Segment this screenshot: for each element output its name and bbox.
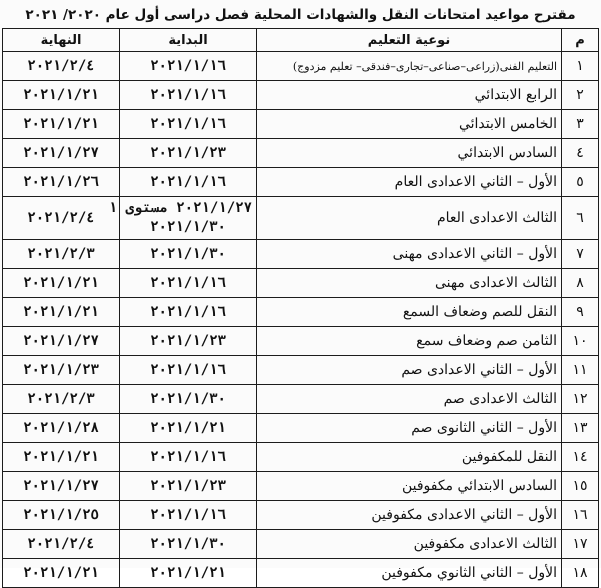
education-type: الأول – الثاني الثانوي مكفوفين [257, 559, 562, 588]
start-date: ٢٠٢١/١/١٦ [120, 52, 257, 81]
row-number: ٤ [562, 139, 599, 168]
row-number: ٣ [562, 110, 599, 139]
start-date: ٢٠٢١/١/١٦ [120, 110, 257, 139]
start-date: ٢٠٢١/١/٢١ [120, 559, 257, 588]
row-number: ٨ [562, 269, 599, 298]
row-number: ١٢ [562, 385, 599, 414]
table-header-row [3, 29, 599, 52]
education-type: الثالث الاعدادى العام [257, 197, 562, 240]
header-education-type: نوعية التعليم [257, 29, 562, 52]
end-date: ٢٠٢١/١/٢٨ [3, 414, 120, 443]
exam-schedule-table [2, 28, 599, 588]
row-number: ١١ [562, 356, 599, 385]
education-type: السادس الابتدائي مكفوفين [257, 472, 562, 501]
end-date: ٢٠٢١/١/٢٦ [3, 168, 120, 197]
table-row [3, 298, 599, 327]
education-type: الأول – الثاني الاعدادى مكفوفين [257, 501, 562, 530]
table-row [3, 385, 599, 414]
page-title: مقترح مواعيد امتحانات النقل والشهادات المحلية فصل دراسى أول عام ٢٠٢٠/ ٢٠٢١ [25, 7, 576, 23]
header-end: النهاية [3, 29, 120, 52]
start-date: ٢٠٢١/١/١٦ [120, 443, 257, 472]
end-date: ٢٠٢١/١/٢٧ [3, 327, 120, 356]
end-date: ٢٠٢١/٢/٣ [3, 240, 120, 269]
start-date: ٢٠٢١/١/٢١ [120, 414, 257, 443]
end-date: ٢٠٢١/١/٢١ [3, 81, 120, 110]
start-date: ٢٠٢١/١/١٦ [120, 269, 257, 298]
education-type: الثالث الاعدادى مكفوفين [257, 530, 562, 559]
row-number: ٥ [562, 168, 599, 197]
table-row [3, 443, 599, 472]
end-date: ٢٠٢١/١/٢٧ [3, 139, 120, 168]
start-date: ٢٠٢١/١/٢٣ [120, 139, 257, 168]
education-type: الأول – الثاني الاعدادى العام [257, 168, 562, 197]
start-date: ٢٠٢١/١/٣٠ [120, 385, 257, 414]
header-number: م [562, 29, 599, 52]
row-number: ٦ [562, 197, 599, 240]
start-date: ٢٠٢١/١/١٦ [120, 298, 257, 327]
start-date: ٢٠٢١/١/١٦ [120, 168, 257, 197]
education-type: الثالث الاعدادى مهنى [257, 269, 562, 298]
row-number: ١٠ [562, 327, 599, 356]
row-number: ٩ [562, 298, 599, 327]
education-type: التعليم الفنى(زراعى–صناعى–تجارى–فندقى– تعليم مزدوج) [257, 52, 562, 81]
end-date: ٢٠٢١/١/٢١ [3, 110, 120, 139]
end-date: ٢٠٢١/١/٢١ [3, 443, 120, 472]
education-type: النقل للمكفوفين [257, 443, 562, 472]
education-type: الأول – الثاني الثانوى صم [257, 414, 562, 443]
table-row [3, 81, 599, 110]
start-date [108, 197, 257, 240]
education-type: السادس الابتدائي [257, 139, 562, 168]
start-date-line-1: ٢٠٢١/١/٢٧ مستوى ١ [108, 200, 252, 216]
header-start: البداية [120, 29, 257, 52]
row-number: ٧ [562, 240, 599, 269]
row-number: ١ [562, 52, 599, 81]
start-date: ٢٠٢١/١/٢٣ [120, 327, 257, 356]
table-row [3, 530, 599, 559]
row-number: ١٤ [562, 443, 599, 472]
education-type: الخامس الابتدائي [257, 110, 562, 139]
end-date: ٢٠٢١/١/٢١ [3, 298, 120, 327]
end-date: ٢٠٢١/٢/٤ [3, 530, 120, 559]
end-date: ٢٠٢١/١/٢١ [3, 559, 120, 588]
end-date: ٢٠٢١/١/٢٧ [3, 472, 120, 501]
table-row [3, 52, 599, 81]
education-type: الأول – الثاني الاعدادى صم [257, 356, 562, 385]
start-date: ٢٠٢١/١/١٦ [120, 356, 257, 385]
table-row [3, 269, 599, 298]
table-row [3, 139, 599, 168]
row-number: ٢ [562, 81, 599, 110]
education-type: النقل للصم وضعاف السمع [257, 298, 562, 327]
table-row [3, 197, 599, 240]
table-row [3, 559, 599, 588]
end-date: ٢٠٢١/٢/٤ [3, 52, 120, 81]
table-row [3, 356, 599, 385]
row-number: ١٨ [562, 559, 599, 588]
education-type: الثالث الاعدادى صم [257, 385, 562, 414]
end-date: ٢٠٢١/٢/٤ [3, 197, 120, 240]
end-date: ٢٠٢١/١/٢١ [3, 269, 120, 298]
education-type: الثامن صم وضعاف سمع [257, 327, 562, 356]
table-row [3, 414, 599, 443]
start-date: ٢٠٢١/١/٣٠ [120, 530, 257, 559]
end-date: ٢٠٢١/١/٢٥ [3, 501, 120, 530]
end-date: ٢٠٢١/٢/٣ [3, 385, 120, 414]
table-row [3, 240, 599, 269]
table-row [3, 327, 599, 356]
end-date: ٢٠٢١/١/٢٣ [3, 356, 120, 385]
start-date: ٢٠٢١/١/٢٣ [120, 472, 257, 501]
start-date: ٢٠٢١/١/١٦ [120, 501, 257, 530]
row-number: ١٥ [562, 472, 599, 501]
start-date: ٢٠٢١/١/٣٠ [120, 240, 257, 269]
table-row [3, 168, 599, 197]
row-number: ١٦ [562, 501, 599, 530]
table-row [3, 110, 599, 139]
start-date: ٢٠٢١/١/١٦ [120, 81, 257, 110]
row-number: ١٧ [562, 530, 599, 559]
education-type: الرابع الابتدائي [257, 81, 562, 110]
table-row [3, 472, 599, 501]
start-date-line-2: ٢٠٢١/١/٣٠ [150, 219, 226, 235]
table-row [3, 501, 599, 530]
row-number: ١٣ [562, 414, 599, 443]
education-type: الأول – الثاني الاعدادى مهنى [257, 240, 562, 269]
